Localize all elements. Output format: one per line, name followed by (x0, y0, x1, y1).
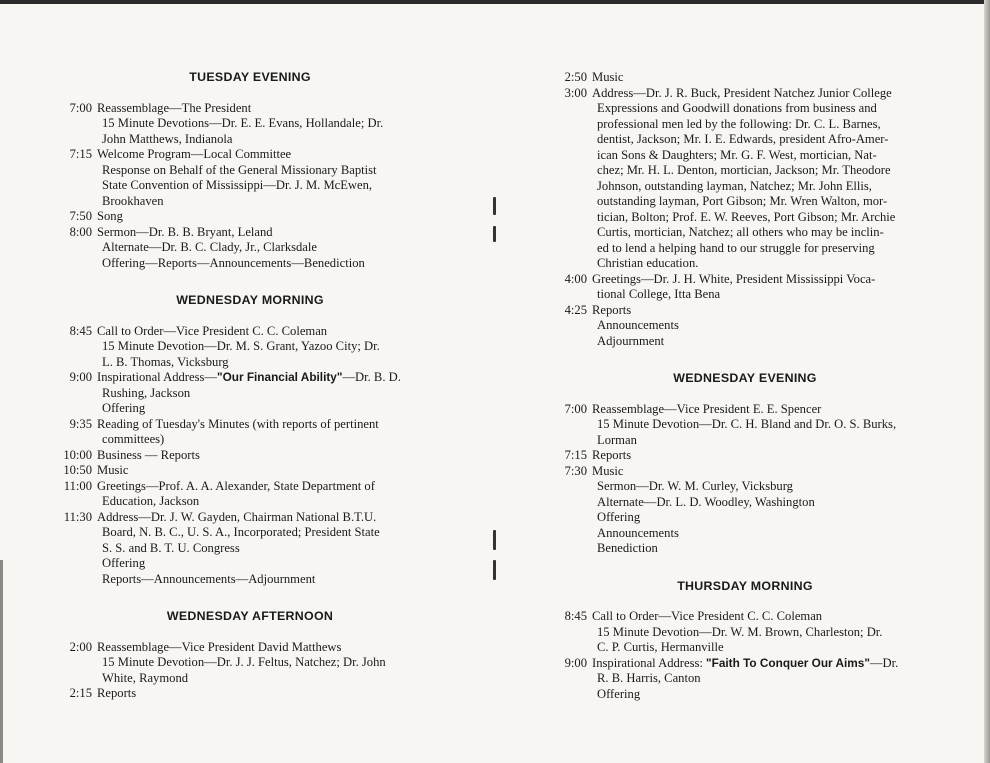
entry-time: 7:15 (564, 448, 587, 462)
entry-line-part: Inspirational Address— (97, 370, 217, 384)
entry-line: Offering (597, 686, 641, 701)
schedule-entry (55, 225, 445, 272)
entry-line: R. B. Harris, Canton (597, 671, 701, 685)
entry-line: 15 Minute Devotion—Dr. J. J. Feltus, Natchez; Dr. John (102, 655, 386, 669)
section-wednesday-afternoon-continued (550, 70, 940, 349)
schedule-entry (55, 209, 445, 225)
entry-line (97, 370, 445, 386)
address-title: "Faith To Conquer Our Aims" (706, 655, 870, 670)
entry-line: S. S. and B. T. U. Congress (102, 540, 240, 555)
schedule-entry (550, 656, 940, 703)
schedule-entry (55, 479, 445, 510)
fold-mark (493, 226, 496, 242)
section-wednesday-evening (550, 371, 940, 557)
entry-line: committees) (102, 432, 165, 446)
schedule-entry (55, 324, 445, 371)
entry-line: John Matthews, Indianola (102, 131, 233, 146)
entry-line: 15 Minute Devotion—Dr. C. H. Bland and Dr. O. S. Burks, (597, 417, 897, 431)
page-top-edge (0, 0, 990, 4)
schedule-entry (550, 272, 940, 303)
entry-line: Song (97, 209, 123, 223)
entry-line-part: —Dr. (869, 655, 899, 670)
schedule-entry (55, 370, 445, 417)
entry-time: 2:00 (69, 639, 92, 654)
entry-line: 15 Minute Devotion—Dr. M. S. Grant, Yazoo City; Dr. (102, 339, 380, 353)
schedule-entry (55, 147, 445, 209)
entry-time: 9:35 (69, 416, 92, 431)
entry-line: Reports (592, 448, 632, 462)
entry-line: Call to Order—Vice President C. C. Coleman (97, 323, 328, 338)
entry-line: Call to Order—Vice President C. C. Coleman (592, 609, 823, 623)
entry-line: chez; Mr. H. L. Denton, mortician, Jackson; Mr. Theodore (597, 163, 891, 177)
section-wednesday-afternoon (55, 609, 445, 702)
section-tuesday-evening (55, 70, 445, 271)
entry-line-part: Inspirational Address: (592, 655, 707, 670)
schedule-entry (55, 510, 445, 588)
entry-line: Offering—Reports—Announcements—Benediction (102, 255, 365, 270)
entry-line: Greetings—Prof. A. A. Alexander, State Department of (97, 478, 375, 493)
entry-time: 9:00 (564, 655, 587, 670)
entry-line: Alternate—Dr. L. D. Woodley, Washington (597, 494, 815, 509)
entry-time: 7:00 (564, 401, 587, 416)
entry-time: 8:45 (69, 323, 92, 338)
entry-line: outstanding layman, Port Gibson; Mr. Wren Walton, mor- (597, 194, 888, 208)
entry-time: 2:15 (69, 686, 92, 700)
entry-line: Music (97, 463, 129, 477)
right-column (550, 70, 940, 724)
entry-line: Curtis, mortician, Natchez; all others who may be inclin- (597, 225, 884, 239)
entry-time: 2:50 (564, 70, 587, 84)
section-title: TUESDAY EVENING (189, 70, 311, 84)
schedule-entry (550, 402, 940, 449)
schedule-entry (55, 686, 445, 702)
entry-line: C. P. Curtis, Hermanville (597, 640, 724, 654)
entry-line: ican Sons & Daughters; Mr. G. F. West, mortician, Nat- (597, 147, 877, 162)
entry-line: dentist, Jackson; Mr. I. E. Edwards, president Afro-Amer- (597, 132, 889, 146)
entry-time: 10:00 (63, 447, 92, 462)
entry-line: L. B. Thomas, Vicksburg (102, 354, 229, 369)
entry-time: 3:00 (564, 85, 587, 100)
entry-time: 11:30 (63, 509, 92, 524)
schedule-entry (550, 464, 940, 557)
schedule-entry (550, 303, 940, 350)
entry-line: Response on Behalf of the General Missionary Baptist (102, 162, 377, 177)
entry-time: 7:30 (564, 463, 587, 478)
schedule-entry (550, 86, 940, 272)
entry-line: Announcements (597, 525, 679, 540)
entry-line: Offering (102, 401, 146, 415)
section-title: THURSDAY MORNING (677, 578, 813, 593)
left-column (55, 70, 445, 724)
schedule-entry (55, 640, 445, 687)
entry-line: Offering (597, 510, 641, 524)
schedule-entry (550, 448, 940, 464)
fold-mark (493, 530, 496, 550)
entry-line: Greetings—Dr. J. H. White, President Mississippi Voca- (592, 271, 876, 286)
entry-line: Board, N. B. C., U. S. A., Incorporated; President State (102, 525, 380, 539)
entry-line: White, Raymond (102, 670, 189, 685)
entry-line: Address—Dr. J. W. Gayden, Chairman National B.T.U. (97, 509, 377, 524)
entry-time: 7:00 (69, 100, 92, 115)
entry-line: professional men led by the following: Dr. C. L. Barnes, (597, 116, 881, 131)
entry-line: Welcome Program—Local Committee (97, 147, 292, 161)
entry-line: Rushing, Jackson (102, 385, 191, 400)
entry-line: Alternate—Dr. B. C. Clady, Jr., Clarksdale (102, 240, 317, 254)
entry-time: 8:00 (69, 224, 92, 239)
address-title: "Our Financial Ability" (216, 370, 343, 384)
entry-line: Expressions and Goodwill donations from business and (597, 101, 877, 115)
section-thursday-morning (550, 579, 940, 703)
entry-line: Address—Dr. J. R. Buck, President Natchez Junior College (592, 85, 892, 100)
section-title: WEDNESDAY MORNING (176, 293, 324, 307)
entry-line: Reports (592, 302, 632, 317)
entry-line: Brookhaven (102, 193, 164, 208)
page-left-edge (0, 560, 3, 763)
entry-time: 4:00 (564, 271, 587, 286)
entry-line: tician, Bolton; Prof. E. W. Reeves, Port Gibson; Mr. Archie (597, 209, 896, 224)
entry-time: 7:50 (69, 209, 92, 223)
section-wednesday-morning (55, 293, 445, 587)
fold-mark (493, 197, 496, 215)
section-title: WEDNESDAY AFTERNOON (166, 609, 334, 623)
entry-line: Education, Jackson (102, 494, 200, 508)
schedule-entry (55, 101, 445, 148)
entry-line: Reports (97, 686, 137, 700)
entry-time: 9:00 (69, 370, 92, 384)
entry-line: Business — Reports (97, 447, 200, 462)
schedule-entry (55, 463, 445, 479)
entry-line: 15 Minute Devotion—Dr. W. M. Brown, Charleston; Dr. (597, 624, 883, 639)
entry-line: Lorman (597, 432, 637, 447)
schedule-entry (550, 70, 940, 86)
entry-line: Announcements (597, 318, 679, 332)
entry-time: 11:00 (63, 478, 92, 493)
entry-line: Sermon—Dr. W. M. Curley, Vicksburg (597, 479, 793, 493)
entry-line: State Convention of Mississippi—Dr. J. M. McEwen, (102, 178, 373, 192)
entry-line: ed to lend a helping hand to our struggle for preserving (597, 240, 875, 255)
entry-time: 10:50 (63, 463, 92, 477)
schedule-entry (55, 417, 445, 448)
schedule-entry (55, 448, 445, 464)
fold-mark (493, 560, 496, 580)
entry-line: Reassemblage—Vice President David Matthews (97, 639, 342, 654)
entry-line: Reports—Announcements—Adjournment (102, 571, 316, 586)
entry-line: Johnson, outstanding layman, Natchez; Mr. John Ellis, (597, 178, 872, 193)
entry-line: Benediction (597, 541, 658, 555)
entry-line: Reassemblage—The President (97, 100, 252, 115)
entry-line: Adjournment (597, 333, 665, 348)
entry-line: Christian education. (597, 256, 699, 270)
entry-line: Reading of Tuesday's Minutes (with reports of pertinent (97, 416, 379, 431)
entry-line: Music (592, 463, 624, 478)
section-title: WEDNESDAY EVENING (673, 371, 817, 385)
schedule-entry (550, 609, 940, 656)
entry-time: 8:45 (564, 609, 587, 623)
entry-line: 15 Minute Devotions—Dr. E. E. Evans, Hollandale; Dr. (102, 116, 384, 130)
entry-line: Music (592, 70, 624, 84)
entry-time: 4:25 (564, 302, 587, 317)
entry-line: tional College, Itta Bena (597, 287, 721, 301)
entry-line-part: —Dr. B. D. (342, 370, 401, 384)
entry-line: Reassemblage—Vice President E. E. Spencer (592, 401, 822, 416)
entry-line: Offering (102, 556, 146, 570)
entry-line: Sermon—Dr. B. B. Bryant, Leland (97, 224, 273, 239)
entry-time: 7:15 (69, 147, 92, 161)
page-right-edge (984, 0, 990, 763)
entry-line (592, 656, 940, 672)
